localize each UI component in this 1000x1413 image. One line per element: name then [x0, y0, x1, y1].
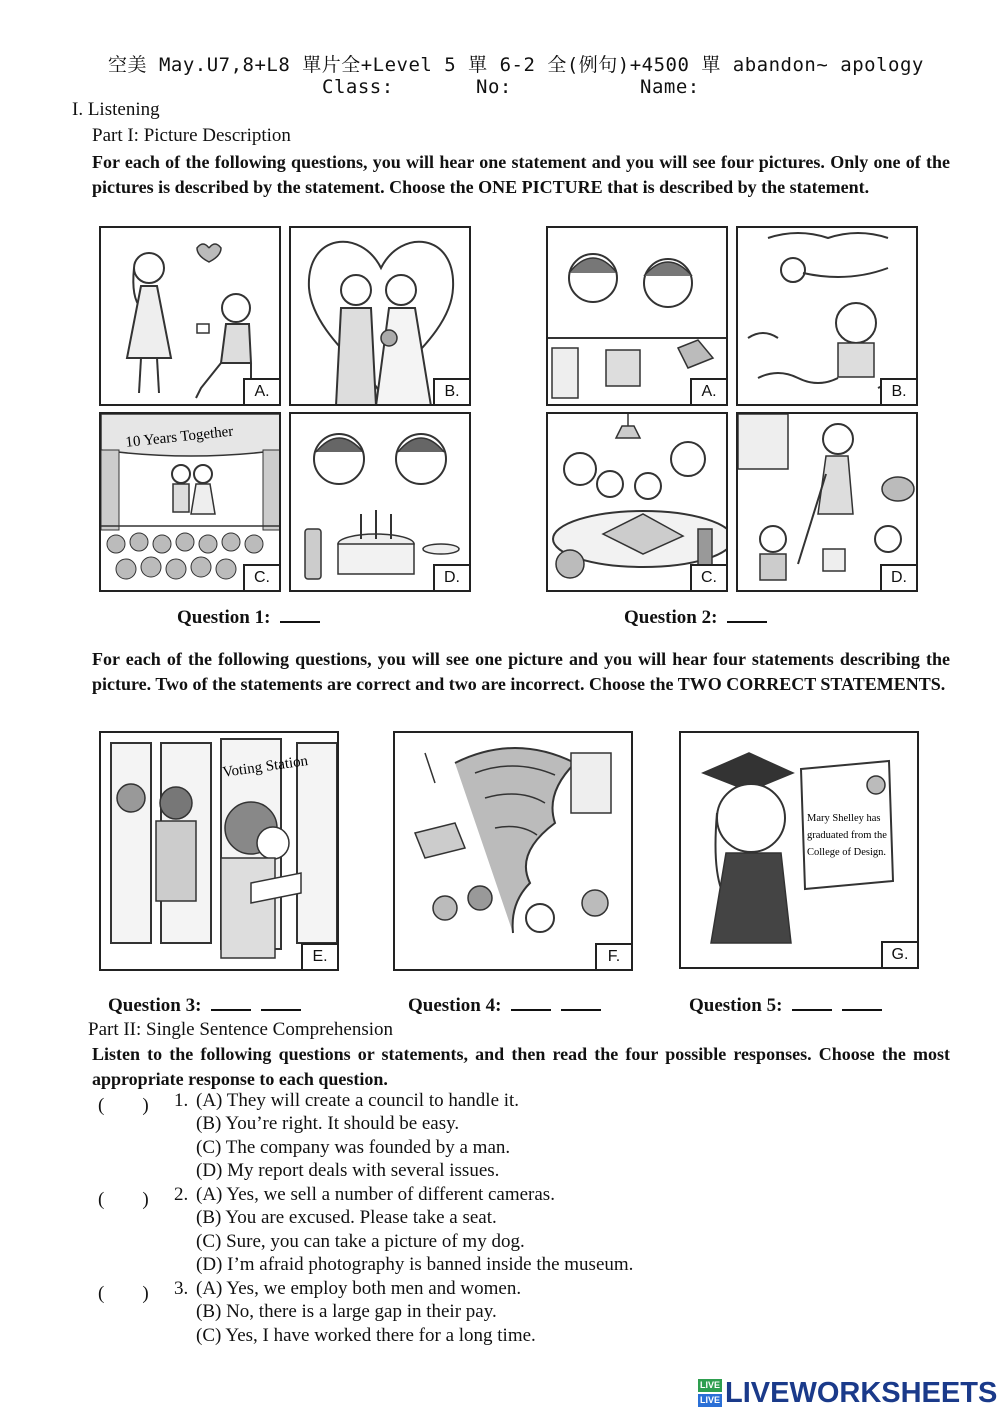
- option-1c: (C) The company was founded by a man.: [196, 1137, 511, 1158]
- part2-title: Part II: Single Sentence Comprehension: [88, 1019, 393, 1040]
- picture-label: B.: [880, 378, 916, 404]
- picture-label: C.: [243, 564, 279, 590]
- voting-station-illustration: [101, 733, 339, 971]
- option-1b: (B) You’re right. It should be easy.: [196, 1113, 460, 1134]
- certificate-line-3: College of Design.: [807, 847, 887, 858]
- banner-text: 10 Years Together: [124, 423, 235, 451]
- picture-q2-b: [736, 226, 918, 406]
- answer-blank-3a[interactable]: [211, 995, 251, 1011]
- name-label: Name:: [640, 76, 700, 98]
- option-2c: (C) Sure, you can take a picture of my dog.: [196, 1231, 525, 1252]
- picture-q1-a: [99, 226, 281, 406]
- section-title: I. Listening: [72, 99, 160, 120]
- answer-paren-3[interactable]: ( ): [98, 1283, 149, 1304]
- certificate-line-2: graduated from the: [807, 830, 887, 841]
- answer-blank-5a[interactable]: [792, 995, 832, 1011]
- question-2: [624, 607, 767, 629]
- answer-blank-3b[interactable]: [261, 995, 301, 1011]
- picture-label: D.: [433, 564, 469, 590]
- picture-label: D.: [880, 564, 916, 590]
- instruction-part1b: For each of the following questions, you will see one picture and you will hear four statements describing the picture. Two of the statements are correct and two are incorrect. Choose the TWO CORRECT STATEMENTS.: [92, 649, 950, 694]
- option-3a: (A) Yes, we employ both men and women.: [196, 1278, 522, 1299]
- picture-label: B.: [433, 378, 469, 404]
- picture-label: F.: [595, 943, 631, 969]
- answer-blank-1[interactable]: [280, 607, 320, 623]
- picture-q2-d: [736, 412, 918, 592]
- logo-badge-bottom: LIVE: [699, 1395, 720, 1405]
- picture-f: [393, 731, 633, 971]
- answer-blank-4b[interactable]: [561, 995, 601, 1011]
- option-2d: (D) I’m afraid photography is banned inside the museum.: [196, 1254, 634, 1275]
- option-1d: (D) My report deals with several issues.: [196, 1160, 500, 1181]
- option-1a: (A) They will create a council to handle it.: [196, 1090, 520, 1111]
- option-2a: (A) Yes, we sell a number of different cameras.: [196, 1184, 555, 1205]
- answer-paren-2[interactable]: ( ): [98, 1189, 149, 1210]
- certificate-line-1: Mary Shelley has: [807, 813, 881, 824]
- picture-label: E.: [301, 943, 337, 969]
- item-number-1: 1.: [174, 1090, 189, 1111]
- tornado-illustration: [395, 733, 633, 971]
- voting-sign-text: Voting Station: [221, 753, 309, 781]
- question-1: [177, 607, 320, 629]
- liveworksheets-logo[interactable]: [698, 1378, 997, 1408]
- instruction-part2: Listen to the following questions or statements, and then read the four possible responses. Choose the most appropriate response to each question.: [92, 1044, 950, 1089]
- question-4-label: Question 4:: [408, 995, 502, 1016]
- part1-title: Part I: Picture Description: [92, 125, 291, 146]
- picture-label: C.: [690, 564, 726, 590]
- logo-text: LIVEWORKSHEETS: [725, 1376, 998, 1409]
- picture-q2-a: [546, 226, 728, 406]
- picture-label: A.: [690, 378, 726, 404]
- answer-blank-2[interactable]: [727, 607, 767, 623]
- picture-label: A.: [243, 378, 279, 404]
- question-3-label: Question 3:: [108, 995, 202, 1016]
- picture-e: [99, 731, 339, 971]
- graduation-illustration: [681, 733, 919, 969]
- question-1-label: Question 1:: [177, 607, 271, 628]
- picture-q1-b: [289, 226, 471, 406]
- answer-blank-5b[interactable]: [842, 995, 882, 1011]
- picture-q1-d: [289, 412, 471, 592]
- option-3b: (B) No, there is a large gap in their pay.: [196, 1301, 497, 1322]
- logo-badge: [698, 1379, 722, 1407]
- logo-badge-top: LIVE: [699, 1380, 720, 1390]
- question-3: [108, 995, 301, 1017]
- worksheet-title: 空美 May.U7,8+L8 單片全+Level 5 單 6-2 全(例句)+4500 單 abandon~ apology: [108, 54, 924, 76]
- question-2-label: Question 2:: [624, 607, 718, 628]
- picture-q2-c: [546, 412, 728, 592]
- picture-q1-c: [99, 412, 281, 592]
- number-label: No:: [476, 76, 512, 98]
- answer-paren-1[interactable]: ( ): [98, 1095, 149, 1116]
- instruction-part1a: For each of the following questions, you will hear one statement and you will see four pictures. Only one of the pictures is described by the statement. Choose the ONE PICTURE that is described by the statement.: [92, 152, 950, 197]
- item-number-2: 2.: [174, 1184, 189, 1205]
- question-4: [408, 995, 601, 1017]
- answer-blank-4a[interactable]: [511, 995, 551, 1011]
- picture-g: [679, 731, 919, 969]
- picture-label: G.: [881, 941, 917, 967]
- item-number-3: 3.: [174, 1278, 189, 1299]
- option-3c: (C) Yes, I have worked there for a long time.: [196, 1325, 536, 1346]
- class-label: Class:: [322, 76, 394, 98]
- question-5: [689, 995, 882, 1017]
- option-2b: (B) You are excused. Please take a seat.: [196, 1207, 497, 1228]
- question-5-label: Question 5:: [689, 995, 783, 1016]
